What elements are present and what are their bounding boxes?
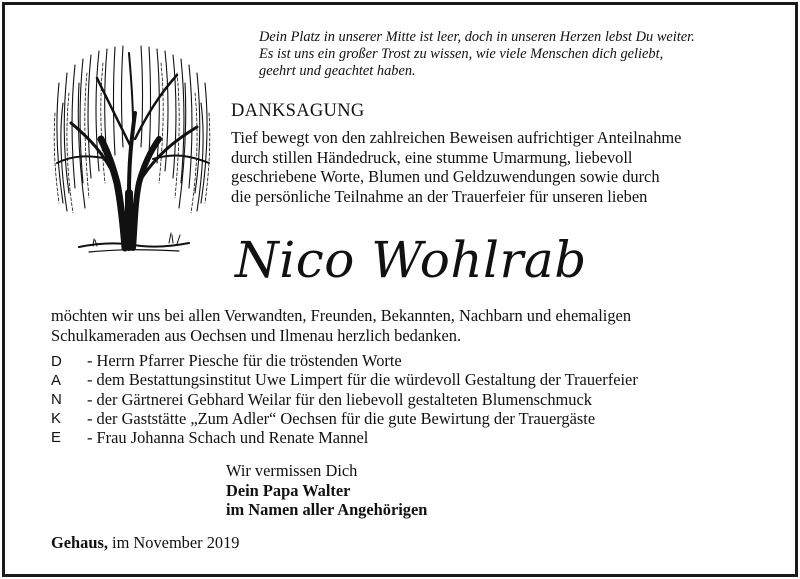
intro-line: die persönliche Teilnahme an der Trauerfeier für unseren lieben (231, 186, 648, 206)
signature-family: im Namen aller Angehörigen (226, 500, 428, 519)
obituary-card (2, 2, 798, 577)
list-item: - Herrn Pfarrer Piesche für die tröstenden Worte (87, 351, 402, 370)
danke-letter: N (51, 391, 62, 408)
intro-paragraph (231, 128, 771, 206)
thanks-line: möchten wir uns bei allen Verwandten, Freunden, Bekannten, Nachbarn und ehemaligen (51, 306, 632, 325)
deceased-name: Nico Wohlrab (235, 231, 587, 289)
place-town: Gehaus, (51, 533, 108, 552)
quote-line: Es ist uns ein großer Trost zu wissen, wie viele Menschen dich geliebt, (259, 46, 664, 62)
date-text: im November 2019 (107, 533, 240, 552)
place-date (51, 533, 240, 553)
thanks-paragraph (51, 306, 751, 345)
closing-line: Wir vermissen Dich (226, 461, 358, 480)
danksagung-heading: DANKSAGUNG (231, 101, 365, 121)
signature-name: Dein Papa Walter (226, 480, 351, 500)
list-item: - dem Bestattungsinstitut Uwe Limpert für die würdevoll Gestaltung der Trauerfeier (87, 370, 638, 390)
quote-line: Dein Platz in unserer Mitte ist leer, doch in unseren Herzen lebst Du weiter. (259, 29, 695, 45)
intro-line: geschriebene Worte, Blumen und Geldzuwendungen sowie durch (231, 167, 660, 186)
list-item: - der Gärtnerei Gebhard Weilar für den liebevoll gestalteten Blumenschmuck (87, 389, 592, 409)
danke-letter: A (51, 372, 62, 389)
list-item: - der Gaststätte „Zum Adler“ Oechsen für die gute Bewirtung der Trauergäste (87, 408, 596, 428)
weeping-willow-tree-icon (49, 43, 215, 257)
danke-letter: E (51, 429, 62, 446)
thanks-line: Schulkameraden aus Oechsen und Ilmenau herzlich bedanken. (51, 325, 462, 345)
danke-acrostic (51, 352, 71, 447)
acknowledgements-list (87, 351, 747, 447)
intro-line: Tief bewegt von den zahlreichen Beweisen aufrichtiger Anteilnahme (231, 128, 682, 147)
list-item: - Frau Johanna Schach und Renate Mannel (87, 428, 369, 448)
danke-letter: D (51, 353, 62, 370)
quote-line: geehrt und geachtet haben. (259, 63, 416, 79)
memorial-quote (259, 29, 779, 80)
danke-letter: K (51, 410, 62, 427)
closing-signature (226, 461, 427, 520)
intro-line: durch stillen Händedruck, eine stumme Umarmung, liebevoll (231, 147, 633, 167)
